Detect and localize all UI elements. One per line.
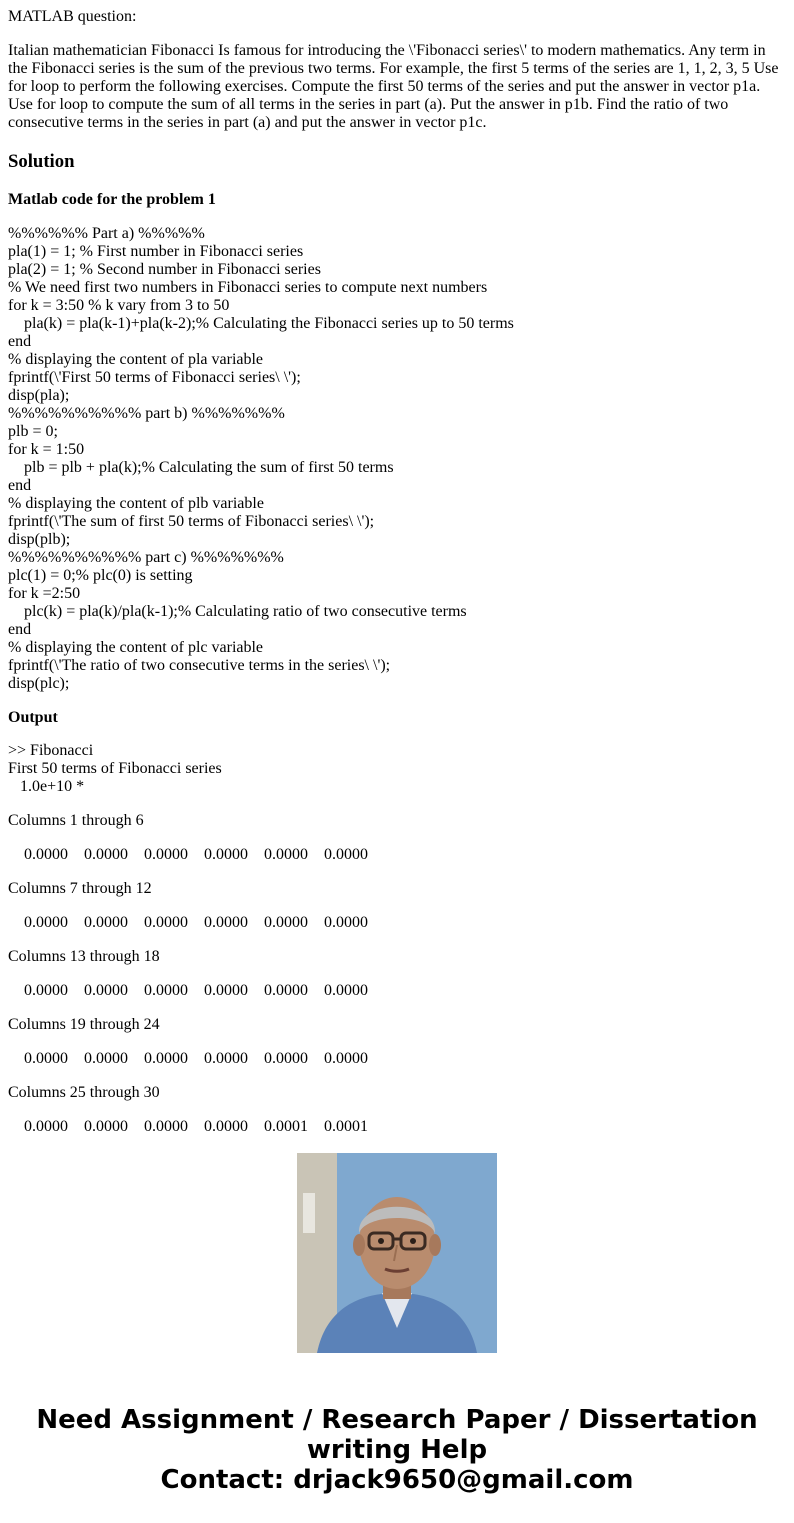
value-cell: 0.0000 xyxy=(84,914,128,931)
cta-line-2: writing Help xyxy=(306,1435,488,1465)
code-line: disp(pla); xyxy=(8,387,70,404)
code-block xyxy=(8,225,514,693)
code-line: plb = 0; xyxy=(8,423,58,440)
value-cell: 0.0000 xyxy=(144,1118,188,1135)
author-photo xyxy=(297,1153,497,1353)
code-line: fprintf(\'The sum of first 50 terms of Fibonacci series\ \'); xyxy=(8,513,375,530)
output-line: 1.0e+10 * xyxy=(8,778,85,795)
code-line: for k =2:50 xyxy=(8,585,81,602)
columns-label: Columns 25 through 30 xyxy=(8,1084,160,1101)
value-cell: 0.0000 xyxy=(24,1050,68,1067)
code-line: % displaying the content of plc variable xyxy=(8,639,264,656)
solution-heading: Solution xyxy=(8,151,75,172)
code-line: pla(2) = 1; % Second number in Fibonacci series xyxy=(8,261,321,278)
code-line: for k = 1:50 xyxy=(8,441,85,458)
value-cell: 0.0000 xyxy=(24,914,68,931)
question-label: MATLAB question: xyxy=(8,8,137,25)
value-cell: 0.0000 xyxy=(144,1050,188,1067)
value-cell: 0.0000 xyxy=(324,982,368,999)
code-line: for k = 3:50 % k vary from 3 to 50 xyxy=(8,297,230,314)
code-line: fprintf(\'First 50 terms of Fibonacci series\ \'); xyxy=(8,369,301,386)
output-heading: Output xyxy=(8,709,58,726)
value-cell: 0.0000 xyxy=(144,914,188,931)
code-line: %%%%%%%%%% part b) %%%%%%% xyxy=(8,405,285,422)
columns-label: Columns 19 through 24 xyxy=(8,1016,160,1033)
values-row xyxy=(8,1118,784,1136)
code-line: end xyxy=(8,333,32,350)
column-blocks xyxy=(8,812,784,1136)
value-cell: 0.0000 xyxy=(204,1050,248,1067)
code-line: % displaying the content of plb variable xyxy=(8,495,264,512)
values-row xyxy=(8,914,784,932)
values-row xyxy=(8,982,784,1000)
code-line: % We need first two numbers in Fibonacci series to compute next numbers xyxy=(8,279,488,296)
value-cell: 0.0000 xyxy=(84,1050,128,1067)
cta-contact: Contact: drjack9650@gmail.com xyxy=(160,1465,634,1495)
code-line: plc(k) = pla(k)/pla(k-1);% Calculating ratio of two consecutive terms xyxy=(24,603,467,620)
value-cell: 0.0000 xyxy=(324,1050,368,1067)
value-cell: 0.0000 xyxy=(84,846,128,863)
value-cell: 0.0000 xyxy=(24,1118,68,1135)
columns-label: Columns 13 through 18 xyxy=(8,948,160,965)
code-line: pla(k) = pla(k-1)+pla(k-2);% Calculating the Fibonacci series up to 50 terms xyxy=(24,315,514,332)
columns-label: Columns 7 through 12 xyxy=(8,880,152,897)
value-cell: 0.0000 xyxy=(204,914,248,931)
code-line: %%%%%%%%%% part c) %%%%%%% xyxy=(8,549,284,566)
columns-label: Columns 1 through 6 xyxy=(8,812,144,829)
output-panel xyxy=(8,742,784,1135)
values-row xyxy=(8,1050,784,1068)
value-cell: 0.0000 xyxy=(204,982,248,999)
value-cell: 0.0000 xyxy=(264,1050,308,1067)
code-line: disp(plb); xyxy=(8,531,71,548)
code-line: pla(1) = 1; % First number in Fibonacci series xyxy=(8,243,304,260)
value-cell: 0.0000 xyxy=(324,914,368,931)
output-header xyxy=(8,742,784,796)
code-line: disp(plc); xyxy=(8,675,70,692)
value-cell: 0.0000 xyxy=(204,846,248,863)
output-line: First 50 terms of Fibonacci series xyxy=(8,760,222,777)
value-cell: 0.0000 xyxy=(264,846,308,863)
value-cell: 0.0000 xyxy=(264,982,308,999)
values-row xyxy=(8,846,784,864)
code-line: end xyxy=(8,621,32,638)
value-cell: 0.0000 xyxy=(264,914,308,931)
code-line: plb = plb + pla(k);% Calculating the sum of first 50 terms xyxy=(24,459,394,476)
portrait-image xyxy=(297,1153,497,1353)
code-line: end xyxy=(8,477,32,494)
value-cell: 0.0000 xyxy=(24,846,68,863)
value-cell: 0.0001 xyxy=(264,1118,308,1135)
code-line: % displaying the content of pla variable xyxy=(8,351,264,368)
value-cell: 0.0000 xyxy=(144,846,188,863)
value-cell: 0.0001 xyxy=(324,1118,368,1135)
value-cell: 0.0000 xyxy=(204,1118,248,1135)
value-cell: 0.0000 xyxy=(144,982,188,999)
cta-line-1: Need Assignment / Research Paper / Dissertation xyxy=(36,1405,758,1435)
code-line: fprintf(\'The ratio of two consecutive terms in the series\ \'); xyxy=(8,657,391,674)
value-cell: 0.0000 xyxy=(324,846,368,863)
output-line: >> Fibonacci xyxy=(8,742,94,759)
value-cell: 0.0000 xyxy=(24,982,68,999)
value-cell: 0.0000 xyxy=(84,982,128,999)
question-text: Italian mathematician Fibonacci Is famous for introducing the \'Fibonacci series\' to modern mathematics. Any term in the Fibonacci series is the sum of the previous two terms. For example, the first 5 terms of the series are 1, 1, 2, 3, 5 Use for loop to perform the following exercises. Compute the first 50 terms of the series and put the answer in vector p1a. Use for loop to compute the sum of all terms in the series in part (a). Put the answer in p1b. Find the ratio of two consecutive terms in the series in part (a) and put the answer in vector p1c. xyxy=(8,42,779,131)
code-line: plc(1) = 0;% plc(0) is setting xyxy=(8,567,193,584)
value-cell: 0.0000 xyxy=(84,1118,128,1135)
code-line: %%%%%% Part a) %%%%% xyxy=(8,225,205,242)
code-heading: Matlab code for the problem 1 xyxy=(8,191,216,208)
